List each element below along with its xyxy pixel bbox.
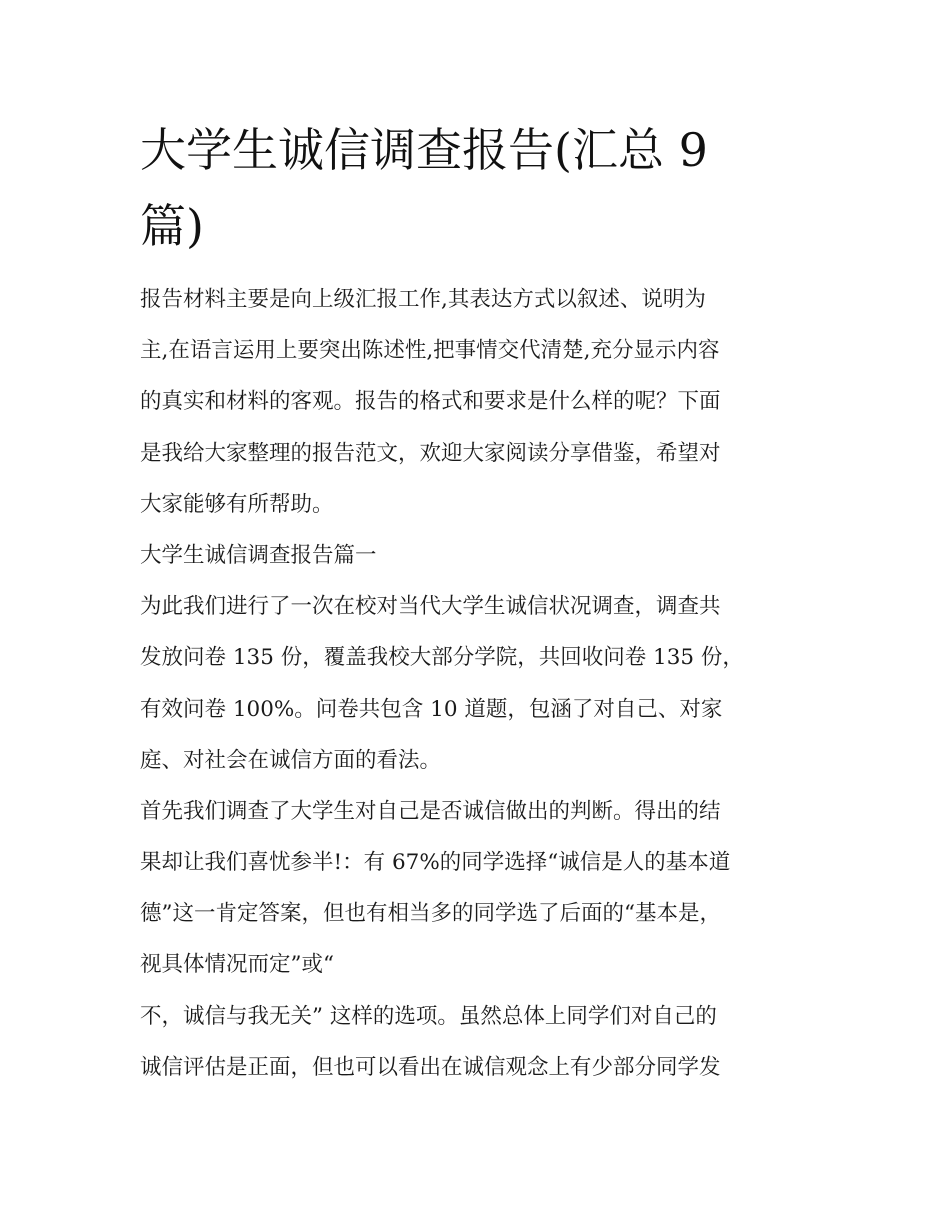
body-line: 不，诚信与我无关” 这样的选项。虽然总体上同学们对自己的: [140, 1003, 717, 1029]
body-line: 为此我们进行了一次在校对当代大学生诚信状况调查，调查共: [140, 594, 721, 620]
body-line: 视具体情况而定”或“: [140, 952, 334, 978]
body-line: 的真实和材料的客观。报告的格式和要求是什么样的呢？下面: [140, 389, 721, 415]
body-line: 庭、对社会在诚信方面的看法。: [140, 747, 442, 773]
body-line: 果却让我们喜忧参半!：有 67%的同学选择“诚信是人的基本道: [140, 850, 731, 876]
document-body: [140, 274, 820, 1093]
body-line: 主,在语言运用上要突出陈述性,把事情交代清楚,充分显示内容: [140, 338, 720, 364]
title-line-1: 大学生诚信调查报告(汇总 9: [140, 123, 708, 177]
document-title: [140, 112, 820, 264]
body-line: 德”这一肯定答案，但也有相当多的同学选了后面的“基本是，: [140, 901, 721, 927]
body-line: 报告材料主要是向上级汇报工作,其表达方式以叙述、说明为: [140, 287, 706, 312]
body-line: 诚信评估是正面，但也可以看出在诚信观念上有少部分同学发: [140, 1054, 721, 1080]
body-line: 首先我们调查了大学生对自己是否诚信做出的判断。得出的结: [140, 798, 721, 824]
body-line: 有效问卷 100%。问卷共包含 10 道题，包涵了对自己、对家: [140, 696, 723, 722]
body-line: 大家能够有所帮助。: [140, 491, 334, 517]
section-heading: 大学生诚信调查报告篇一: [140, 542, 377, 568]
title-line-2: 篇): [140, 199, 204, 253]
body-line: 是我给大家整理的报告范文，欢迎大家阅读分享借鉴，希望对: [140, 440, 721, 466]
body-line: 发放问卷 135 份，覆盖我校大部分学院，共回收问卷 135 份，: [140, 645, 744, 671]
